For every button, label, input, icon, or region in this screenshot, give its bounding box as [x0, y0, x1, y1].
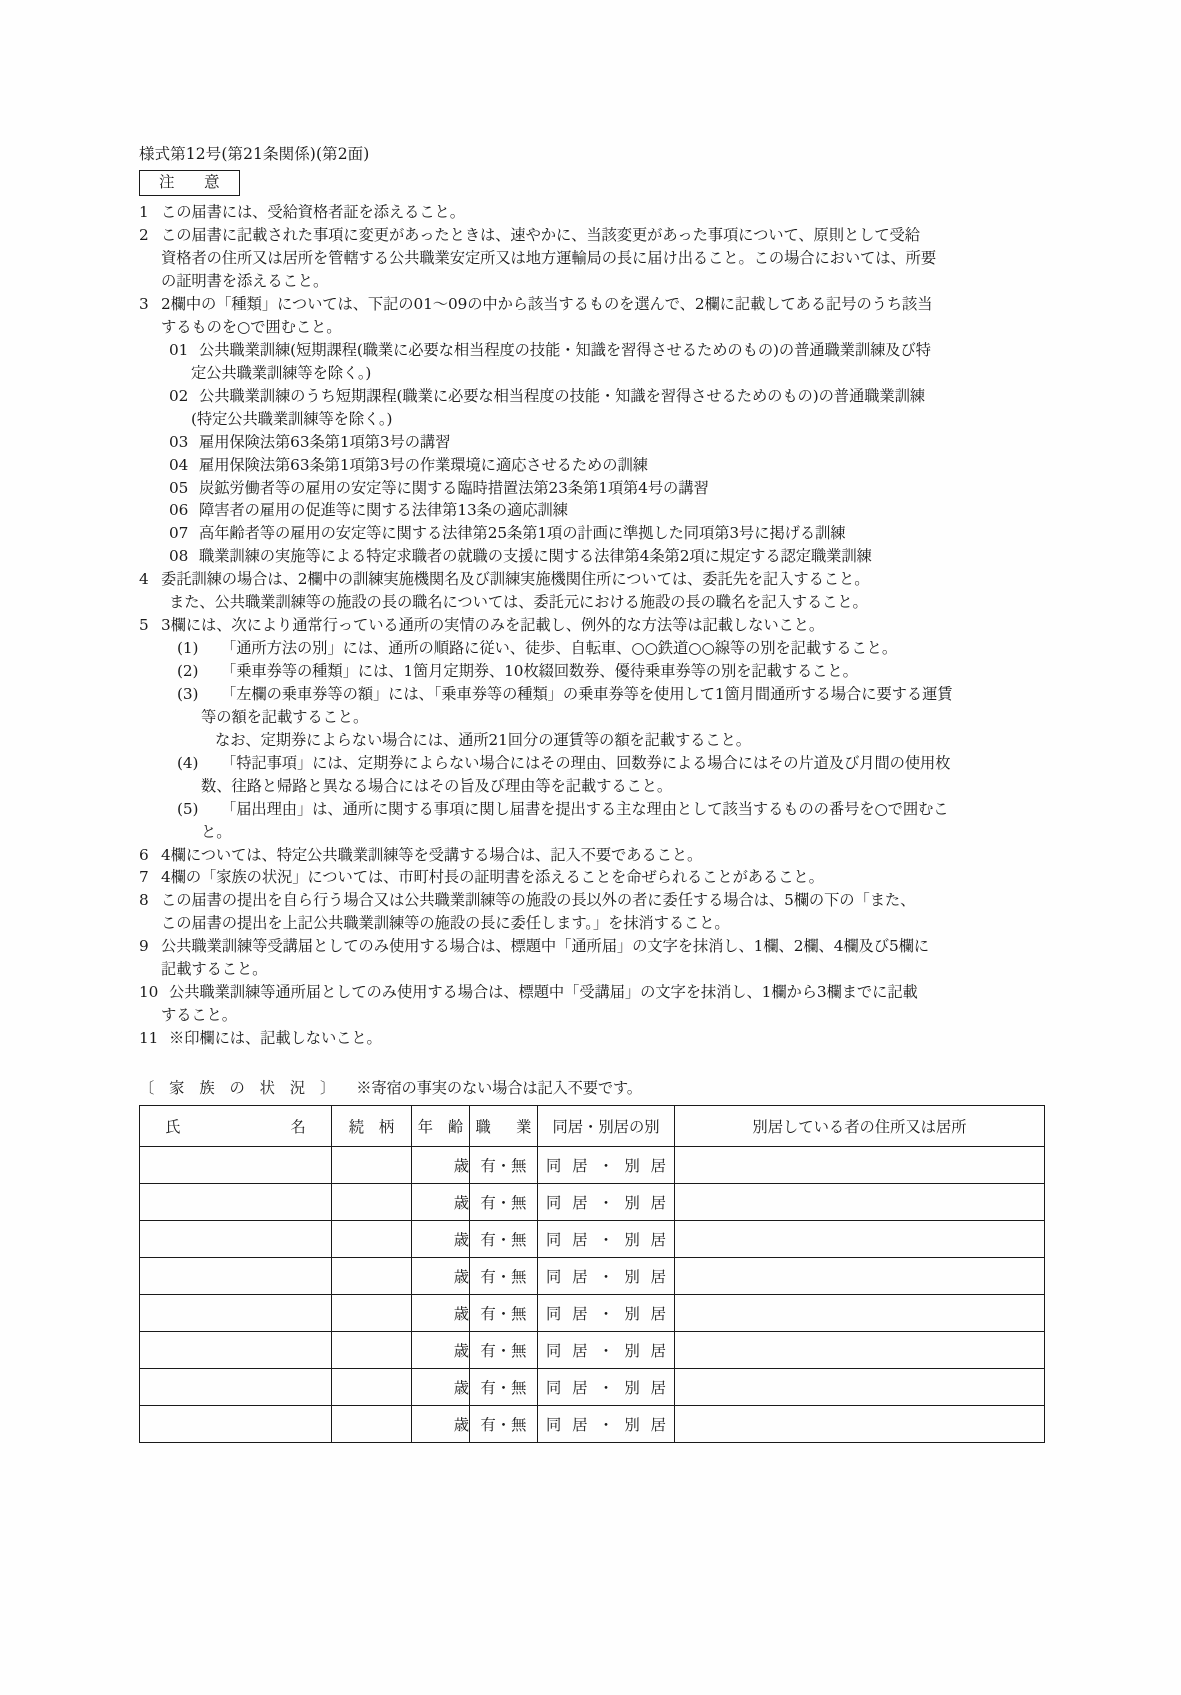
note-line: の証明書を添えること。: [161, 272, 329, 291]
note-line: [139, 844, 1049, 867]
note-subitem-07: [139, 522, 1049, 545]
subitem-text: 雇用保険法第63条第1項第3号の講習: [199, 432, 451, 451]
note-item-1: [139, 201, 1049, 224]
note-subitem-line: (特定公共職業訓練等を除く。): [191, 409, 393, 428]
parenitem-text: 「届出理由」は、通所に関する事項に関し届書を提出する主な理由として該当するものの番号を○で囲むこ: [221, 799, 949, 818]
note-number: 7: [139, 868, 149, 887]
note-number: 10: [139, 983, 159, 1002]
table-row: [140, 1183, 1045, 1220]
note-item-3: [139, 293, 1049, 568]
table-header-row: [140, 1105, 1045, 1146]
cell-relation[interactable]: [332, 1220, 412, 1257]
note-line: [139, 201, 1049, 224]
cell-living[interactable]: 同 居 ・ 別 居: [538, 1331, 675, 1368]
table-row: [140, 1146, 1045, 1183]
note-line: するものを○で囲むこと。: [161, 317, 342, 336]
cell-address[interactable]: [675, 1257, 1045, 1294]
note-item-5: [139, 614, 1049, 843]
note-text: 公共職業訓練等受講届としてのみ使用する場合は、標題中「通所届」の文字を抹消し、1欄、2欄、4欄及び5欄に: [161, 937, 929, 956]
cell-relation[interactable]: [332, 1257, 412, 1294]
note-text: 委託訓練の場合は、2欄中の訓練実施機関名及び訓練実施機関住所については、委託先を記入すること。: [161, 570, 870, 589]
family-status-table: [139, 1105, 1045, 1443]
note-line: すること。: [161, 1006, 237, 1025]
note-line: [139, 224, 1049, 247]
note-parenitem-line: と。: [201, 822, 232, 841]
note-subitem-line: 定公共職業訓練等を除く。): [191, 363, 372, 382]
subitem-code: 01: [169, 340, 189, 359]
table-row: [140, 1405, 1045, 1442]
note-line: [139, 866, 1049, 889]
column-header-occupation: 職 業: [470, 1105, 538, 1146]
note-item-11: [139, 1027, 1049, 1050]
note-item-9: [139, 935, 1049, 981]
subitem-code: 04: [169, 455, 189, 474]
note-text: この届書に記載された事項に変更があったときは、速やかに、当該変更があった事項について、原則として受給: [161, 226, 920, 245]
cell-relation[interactable]: [332, 1146, 412, 1183]
cell-occupation[interactable]: 有・無: [470, 1405, 538, 1442]
parenitem-label: (2): [177, 662, 199, 681]
note-number: 4: [139, 570, 149, 589]
subitem-code: 08: [169, 547, 189, 566]
note-text: この届書には、受給資格者証を添えること。: [161, 203, 465, 222]
notice-heading-box: 注 意: [139, 170, 240, 196]
cell-living[interactable]: 同 居 ・ 別 居: [538, 1368, 675, 1405]
table-row: [140, 1331, 1045, 1368]
note-text: この届書の提出を自ら行う場合又は公共職業訓練等の施設の長以外の者に委任する場合は、5欄の下の「また、: [161, 891, 916, 910]
cell-occupation[interactable]: 有・無: [470, 1146, 538, 1183]
cell-relation[interactable]: [332, 1368, 412, 1405]
subitem-code: 06: [169, 501, 189, 520]
note-number: 9: [139, 937, 149, 956]
cell-living[interactable]: 同 居 ・ 別 居: [538, 1183, 675, 1220]
note-item-8: [139, 889, 1049, 935]
form-number: 様式第12号(第21条関係)(第2面): [139, 145, 370, 163]
note-subitem-08: [139, 545, 1049, 568]
family-section-note: ※寄宿の事実のない場合は記入不要です。: [356, 1078, 642, 1097]
cell-occupation[interactable]: 有・無: [470, 1220, 538, 1257]
cell-living[interactable]: 同 居 ・ 別 居: [538, 1220, 675, 1257]
note-parenitem-1: [139, 637, 1049, 660]
parenitem-text: 「通所方法の別」には、通所の順路に従い、徒歩、自転車、○○鉄道○○線等の別を記載すること。: [221, 639, 898, 658]
subitem-code: 07: [169, 524, 189, 543]
note-line: この届書の提出を上記公共職業訓練等の施設の長に委任します。」を抹消すること。: [161, 914, 730, 933]
note-number: 8: [139, 891, 149, 910]
form-sheet: [139, 145, 1049, 1443]
cell-occupation[interactable]: 有・無: [470, 1183, 538, 1220]
cell-relation[interactable]: [332, 1331, 412, 1368]
parenitem-label: (1): [177, 639, 199, 658]
cell-occupation[interactable]: 有・無: [470, 1331, 538, 1368]
note-subitem-06: [139, 499, 1049, 522]
note-text: 4欄の「家族の状況」については、市町村長の証明書を添えることを命ぜられることがあること。: [161, 868, 824, 887]
subitem-text: 職業訓練の実施等による特定求職者の就職の支援に関する法律第4条第2項に規定する認定職業訓練: [199, 547, 872, 566]
subitem-text: 公共職業訓練(短期課程(職業に必要な相当程度の技能・知識を習得させるためのもの)の普通職業訓練及び特: [199, 340, 931, 359]
note-parenitem-extra: なお、定期券によらない場合には、通所21回分の運賃等の額を記載すること。: [215, 730, 751, 749]
cell-age[interactable]: 歳: [412, 1405, 470, 1442]
cell-age[interactable]: 歳: [412, 1146, 470, 1183]
note-number: 1: [139, 203, 149, 222]
cell-name[interactable]: [140, 1405, 332, 1442]
note-number: 6: [139, 845, 149, 864]
table-row: [140, 1294, 1045, 1331]
note-number: 5: [139, 616, 149, 635]
note-item-7: [139, 866, 1049, 889]
cell-living[interactable]: 同 居 ・ 別 居: [538, 1146, 675, 1183]
note-line: また、公共職業訓練等の施設の長の職名については、委託元における施設の長の職名を記入すること。: [169, 593, 868, 612]
family-section-heading: [139, 1076, 1049, 1098]
column-header-age: 年 齢: [412, 1105, 470, 1146]
note-item-4: [139, 568, 1049, 614]
note-text: ※印欄には、記載しないこと。: [169, 1029, 382, 1048]
note-line: [139, 981, 1049, 1004]
parenitem-label: (5): [177, 799, 199, 818]
note-subitem-01: [139, 339, 1049, 362]
table-body: [140, 1146, 1045, 1442]
family-section-title: 〔 家 族 の 状 況 〕: [139, 1078, 341, 1097]
cell-age[interactable]: 歳: [412, 1331, 470, 1368]
notes-list: [139, 201, 1049, 1050]
note-parenitem-5: [139, 798, 1049, 821]
note-number: 2: [139, 226, 149, 245]
note-item-10: [139, 981, 1049, 1027]
cell-age[interactable]: 歳: [412, 1368, 470, 1405]
note-line: [139, 935, 1049, 958]
cell-address[interactable]: [675, 1294, 1045, 1331]
subitem-code: 05: [169, 478, 189, 497]
cell-age[interactable]: 歳: [412, 1220, 470, 1257]
cell-name[interactable]: [140, 1257, 332, 1294]
note-number: 11: [139, 1029, 159, 1048]
note-subitem-02: [139, 385, 1049, 408]
subitem-text: 炭鉱労働者等の雇用の安定等に関する臨時措置法第23条第1項第4号の講習: [199, 478, 709, 497]
note-item-6: [139, 844, 1049, 867]
note-parenitem-line: 等の額を記載すること。: [201, 707, 369, 726]
cell-name[interactable]: [140, 1368, 332, 1405]
note-item-2: [139, 224, 1049, 293]
parenitem-text: 「特記事項」には、定期券によらない場合にはその理由、回数券による場合にはその片道及び月間の使用枚: [221, 753, 951, 772]
cell-living[interactable]: 同 居 ・ 別 居: [538, 1257, 675, 1294]
note-parenitem-line: 数、往路と帰路と異なる場合にはその旨及び理由等を記載すること。: [201, 776, 673, 795]
note-text: 4欄については、特定公共職業訓練等を受講する場合は、記入不要であること。: [161, 845, 703, 864]
note-line: 記載すること。: [161, 960, 268, 979]
note-text: 2欄中の「種類」については、下記の01〜09の中から該当するものを選んで、2欄に記載してある記号のうち該当: [161, 295, 933, 314]
cell-occupation[interactable]: 有・無: [470, 1368, 538, 1405]
note-text: 公共職業訓練等通所届としてのみ使用する場合は、標題中「受講届」の文字を抹消し、1欄から3欄までに記載: [169, 983, 918, 1002]
subitem-text: 雇用保険法第63条第1項第3号の作業環境に適応させるための訓練: [199, 455, 648, 474]
parenitem-text: 「左欄の乗車券等の額」には、「乗車券等の種類」の乗車券等を使用して1箇月間通所する場合に要する運賃: [221, 684, 953, 703]
note-subitem-05: [139, 477, 1049, 500]
column-header-address: 別居している者の住所又は居所: [675, 1105, 1045, 1146]
cell-address[interactable]: [675, 1146, 1045, 1183]
note-subitem-03: [139, 431, 1049, 454]
cell-relation[interactable]: [332, 1405, 412, 1442]
table-row: [140, 1257, 1045, 1294]
cell-relation[interactable]: [332, 1183, 412, 1220]
subitem-code: 03: [169, 432, 189, 451]
note-parenitem-2: [139, 660, 1049, 683]
column-header-relation: 続 柄: [332, 1105, 412, 1146]
table-row: [140, 1220, 1045, 1257]
column-header-living: 同居・別居の別: [538, 1105, 675, 1146]
table-row: [140, 1368, 1045, 1405]
cell-living[interactable]: 同 居 ・ 別 居: [538, 1405, 675, 1442]
cell-age[interactable]: 歳: [412, 1294, 470, 1331]
subitem-text: 高年齢者等の雇用の安定等に関する法律第25条第1項の計画に準拠した同項第3号に掲げる訓練: [199, 524, 846, 543]
cell-address[interactable]: [675, 1368, 1045, 1405]
cell-address[interactable]: [675, 1331, 1045, 1368]
subitem-text: 障害者の雇用の促進等に関する法律第13条の適応訓練: [199, 501, 568, 520]
note-line: [139, 293, 1049, 316]
parenitem-text: 「乗車券等の種類」には、1箇月定期券、10枚綴回数券、優待乗車券等の別を記載すること。: [221, 662, 858, 681]
cell-name[interactable]: [140, 1220, 332, 1257]
cell-address[interactable]: [675, 1183, 1045, 1220]
note-line: [139, 568, 1049, 591]
cell-relation[interactable]: [332, 1294, 412, 1331]
cell-living[interactable]: 同 居 ・ 別 居: [538, 1294, 675, 1331]
cell-name[interactable]: [140, 1331, 332, 1368]
cell-address[interactable]: [675, 1220, 1045, 1257]
subitem-code: 02: [169, 386, 189, 405]
parenitem-label: (4): [177, 753, 199, 772]
cell-name[interactable]: [140, 1294, 332, 1331]
note-line: 資格者の住所又は居所を管轄する公共職業安定所又は地方運輸局の長に届け出ること。この場合においては、所要: [161, 249, 937, 268]
cell-name[interactable]: [140, 1183, 332, 1220]
note-parenitem-4: [139, 752, 1049, 775]
column-header-name: 氏 名: [140, 1105, 332, 1146]
cell-age[interactable]: 歳: [412, 1183, 470, 1220]
note-number: 3: [139, 295, 149, 314]
note-line: [139, 614, 1049, 637]
note-parenitem-3: [139, 683, 1049, 706]
cell-age[interactable]: 歳: [412, 1257, 470, 1294]
note-text: 3欄には、次により通常行っている通所の実情のみを記載し、例外的な方法等は記載しないこと。: [161, 616, 825, 635]
note-line: [139, 1027, 1049, 1050]
cell-occupation[interactable]: 有・無: [470, 1257, 538, 1294]
note-line: [139, 889, 1049, 912]
note-subitem-04: [139, 454, 1049, 477]
parenitem-label: (3): [177, 684, 199, 703]
cell-address[interactable]: [675, 1405, 1045, 1442]
cell-name[interactable]: [140, 1146, 332, 1183]
subitem-text: 公共職業訓練のうち短期課程(職業に必要な相当程度の技能・知識を習得させるためのもの)の普通職業訓練: [199, 386, 925, 405]
cell-occupation[interactable]: 有・無: [470, 1294, 538, 1331]
